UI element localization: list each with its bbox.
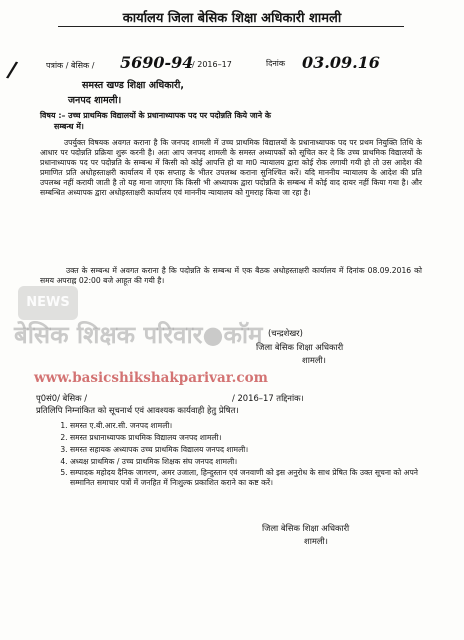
copy-signatory-designation: जिला बेसिक शिक्षा अधिकारी — [262, 523, 350, 533]
date-label: दिनांक — [266, 59, 285, 68]
list-item: 1. समस्त ए.बी.आर.सी. जनपद शामली। — [70, 420, 418, 432]
letter-year: / 2016–17 — [192, 60, 232, 69]
title-underline — [58, 26, 404, 27]
body-paragraph-2: उक्त के सम्बन्ध में अवगत कराना है कि पदोन्नति के सम्बन्ध में एक बैठक अधोहस्ताक्षरी कार्यालय में दिनांक 08.09.2016 को समय अपराह्न 02:00 बजे आहूत की गयी है। — [40, 266, 422, 285]
copy-year-date: / 2016–17 तद्दिनांक। — [232, 393, 304, 403]
patrank-label: पत्रांक / बेसिक / — [46, 61, 95, 70]
list-item: 3. समस्त सहायक अध्यापक उच्च प्राथमिक विद्यालय जनपद शामली। — [70, 444, 418, 456]
copy-list — [58, 420, 418, 488]
watermark-url: www.basicshikshakparivar.com — [34, 370, 268, 386]
address-line-2: जनपद शामली। — [68, 95, 122, 106]
watermark-title: बेसिक शिक्षक परिवार●कॉम — [14, 321, 263, 349]
margin-mark: / — [5, 57, 19, 84]
signatory-name: (चन्द्रशेखर) — [268, 328, 303, 338]
list-item: 5. सम्पादक महोदय दैनिक जागरण, अमर उजाला, हिन्दुस्तान एवं जनवाणी को इस अनुरोध के साथ प्रेषित कि उक्त सूचना को अपने सम्मानित समाचार पत्रों में जनहित में निःशुल्क प्रकाशित कराने का कष्ट करें। — [70, 468, 418, 488]
signatory-designation: जिला बेसिक शिक्षा अधिकारी — [256, 342, 344, 352]
address-line-1: समस्त खण्ड शिक्षा अधिकारी, — [82, 80, 184, 91]
news-badge: NEWS — [18, 286, 78, 320]
copy-signatory-place: शामली। — [304, 536, 328, 546]
subject-line-2: सम्बन्ध में। — [54, 122, 84, 131]
list-item: 2. समस्त प्रधानाध्यापक प्राथमिक विद्यालय जनपद शामली। — [70, 432, 418, 444]
copy-intro: प्रतिलिपि निम्नांकित को सूचनार्थ एवं आवश्यक कार्यवाही हेतु प्रेषित। — [36, 405, 239, 415]
list-item: 4. अध्यक्ष प्राथमिक / उच्च प्राथमिक शिक्षक संघ जनपद शामली। — [70, 456, 418, 468]
letter-date: 03.09.16 — [302, 53, 380, 72]
subject-line-1: विषय :– उच्च प्राथमिक विद्यालयों के प्रधानाध्यापक पद पर पदोन्नति किये जाने के — [40, 111, 271, 120]
copy-patrank: पृ0सं0/ बेसिक / — [36, 393, 88, 403]
office-title: कार्यालय जिला बेसिक शिक्षा अधिकारी शामली — [122, 11, 342, 26]
body-paragraph-1: उपर्युक्त विषयक अवगत कराना है कि जनपद शामली में उच्च प्राथमिक विद्यालयों के प्रधानाध्यापक पद पर प्रथम नियुक्ति तिथि के आधार पर पदोन्नति प्रक्रिया शुरू करनी है। अतः आप जनपद शामली के समस्त अध्यापकों को सूचित कर दे कि उच्च प्राथमिक विद्यालयों के प्रधानाध्यापक पद पर पदोन्नति के सम्बन्ध में किसी को कोई आपत्ति हो या मा0 न्यायालय द्वारा कोई रोक लगायी गयी हो तो उस आदेश की प्रमाणित प्रति अधोहस्ताक्षरी कार्यालय में एक सप्ताह के भीतर उपलब्ध कराना सुनिश्चित करें। यदि माननीय न्यायालय के आदेश की प्रति उपलब्ध नहीं करायी जाती है तो यह माना जाएगा कि किसी भी अध्यापक द्वारा पदोन्नति के सम्बन्ध में कोई वाद दायर नहीं किया गया है। और सम्बन्धित अध्यापक द्वारा अधोहस्ताक्षरी कार्यालय एवं माननीय न्यायालय को गुमराह किया जा रहा है। — [40, 138, 422, 197]
signatory-place: शामली। — [302, 355, 326, 365]
letter-number: 5690-94 — [120, 53, 194, 72]
